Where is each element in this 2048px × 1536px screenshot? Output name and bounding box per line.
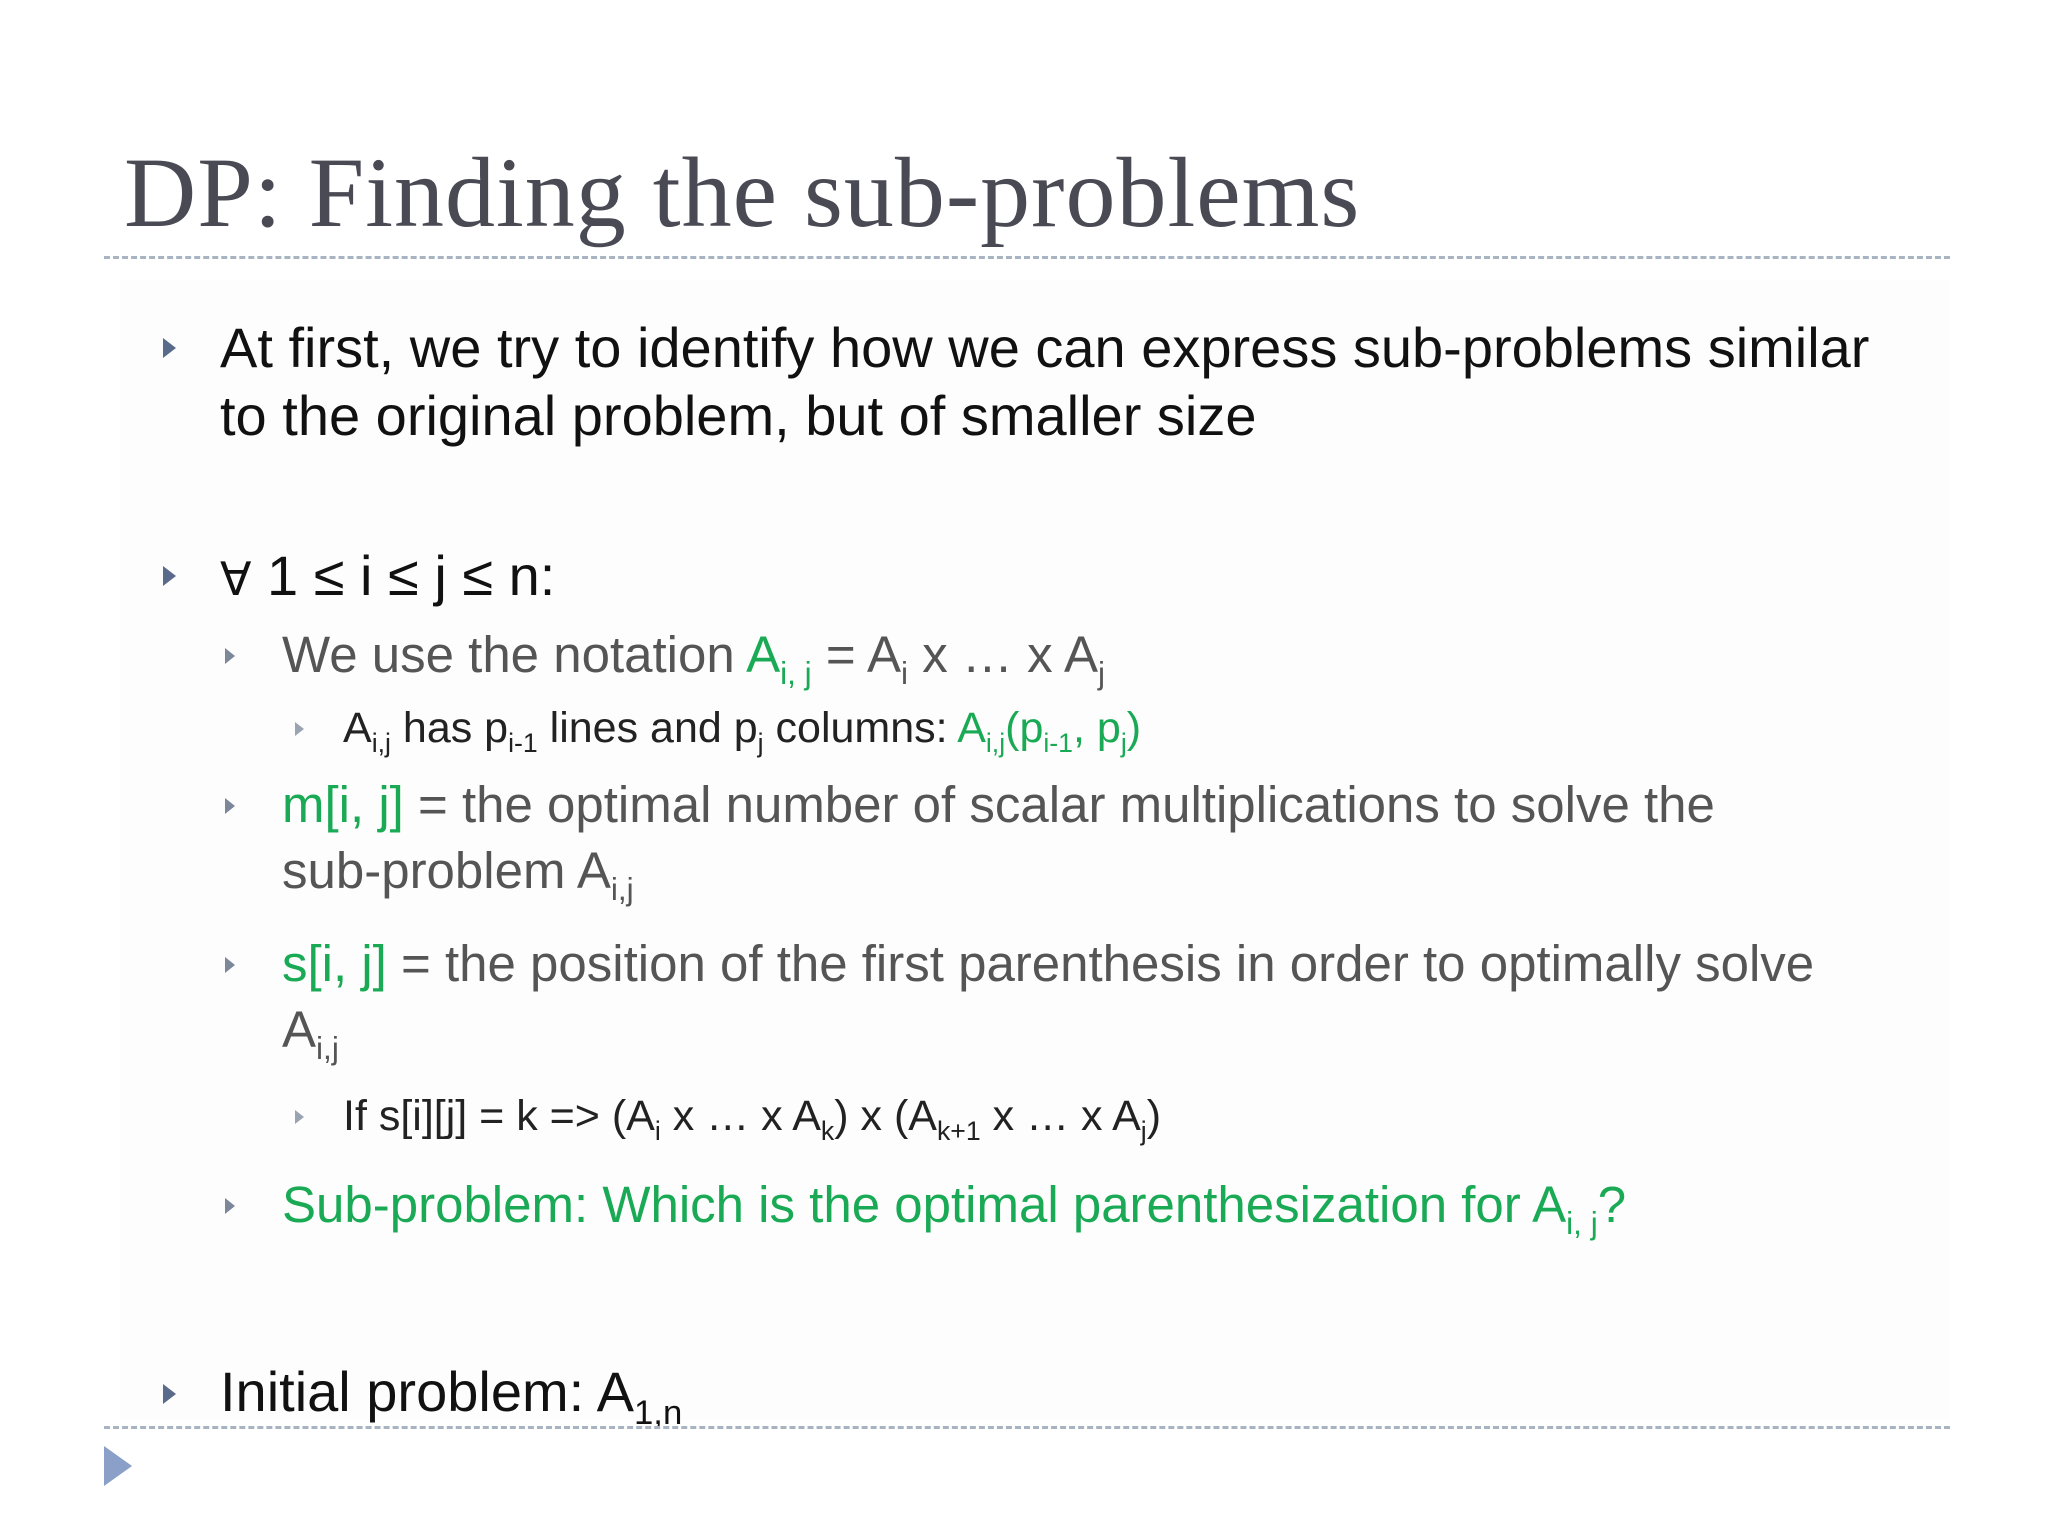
footer-divider — [104, 1426, 1950, 1429]
forall-symbol: ∀ — [220, 552, 252, 606]
sub-bullet-arrow-icon — [225, 648, 235, 664]
bullet-arrow-icon — [163, 566, 176, 586]
title-divider — [104, 256, 1950, 259]
bullet-1-line-2: to the original problem, but of smaller size — [220, 384, 1257, 447]
bullet-1-line-1: At first, we try to identify how we can express sub-problems similar — [220, 316, 1870, 379]
bullet-arrow-icon — [163, 338, 176, 358]
s-definition-line-1: s[i, j] = the position of the first parenthesis in order to optimally solve — [282, 935, 1815, 992]
bullet-2-text: ∀ 1 ≤ i ≤ j ≤ n: — [220, 544, 556, 607]
notation-line: We use the notation $A_{i, j} = A_i$ x … x $A_j$ — [282, 626, 1105, 691]
sub-sub-bullet-arrow-icon — [295, 722, 304, 736]
parenthesization-example: If $s[i][j] = k => (A_i$ x … x $A_k$) x ($A_{k+1}$ x … x $A_j$) — [343, 1092, 1162, 1147]
sub-bullet-arrow-icon — [225, 798, 235, 814]
m-definition-line-1: m[i, j] = the optimal number of scalar multiplications to solve the — [282, 776, 1715, 833]
slide-title: DP: Finding the sub-problems — [124, 137, 1361, 248]
m-definition-line-2: sub-problem $A_{i,j}$ — [282, 842, 634, 907]
s-definition-line-2: $A_{i,j}$ — [282, 1001, 339, 1066]
corner-triangle-icon — [104, 1446, 132, 1486]
sub-sub-bullet-arrow-icon — [295, 1110, 304, 1124]
bullet-arrow-icon — [163, 1384, 176, 1404]
dimensions-line: $A_{i,j}$ has $p_{i-1}$ lines and $p_j$ columns: $A_{i,j}(p_{i-1}$, $p_j$) — [343, 704, 1142, 759]
sub-problem-question: Sub-problem: Which is the optimal parenthesization for $A_{i, j}$? — [282, 1176, 1627, 1241]
sub-bullet-arrow-icon — [225, 1198, 235, 1214]
sub-bullet-arrow-icon — [225, 957, 235, 973]
initial-problem: Initial problem: $A_{1,n}$ — [220, 1360, 683, 1433]
